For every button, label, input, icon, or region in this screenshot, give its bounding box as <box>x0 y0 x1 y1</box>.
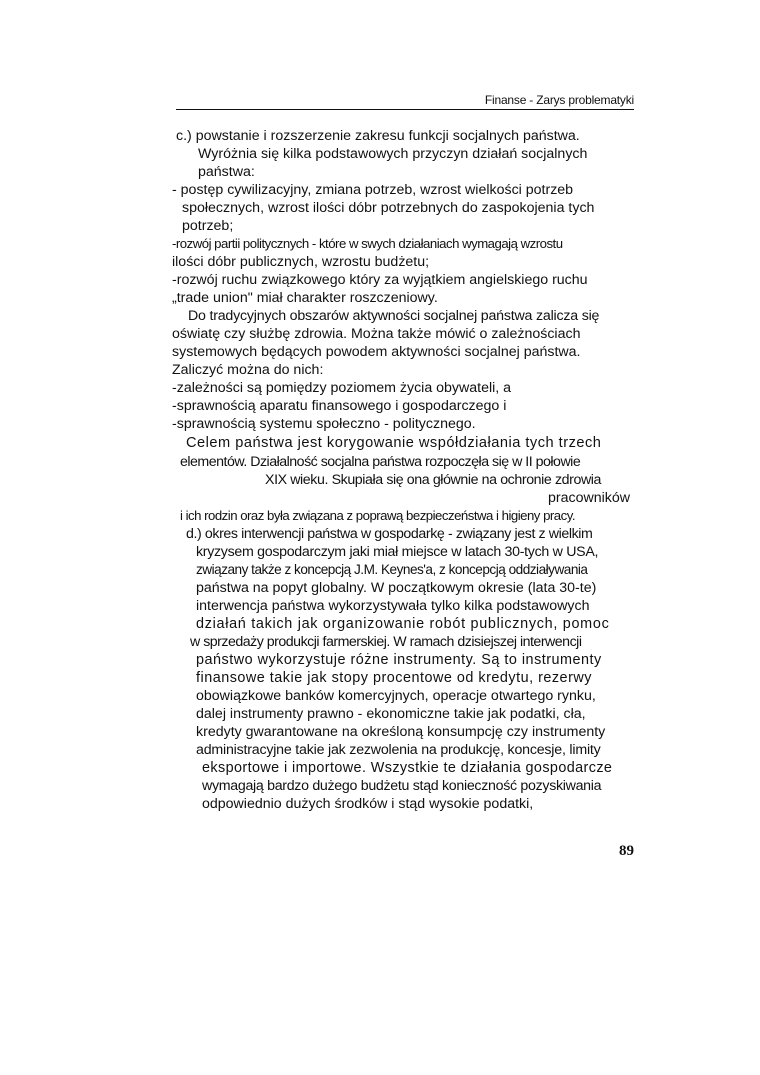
page-number: 89 <box>619 843 634 859</box>
text-line: administracyjne takie jak zezwolenia na produkcję, koncesje, limity <box>196 742 601 758</box>
text-line: państwa na popyt globalny. W początkowym okresie (lata 30-te) <box>196 580 597 596</box>
text-line: -zależności są pomiędzy poziomem życia obywateli, a <box>172 380 512 396</box>
text-line: -sprawnością aparatu finansowego i gospodarczego i <box>172 398 507 414</box>
text-line: dalej instrumenty prawno - ekonomiczne takie jak podatki, cła, <box>196 706 586 722</box>
text-line: wymagają bardzo dużego budżetu stąd konieczność pozyskiwania <box>202 778 602 794</box>
text-line: oświatę czy służbę zdrowia. Można także mówić o zależnościach <box>172 326 581 342</box>
running-header: Finanse - Zarys problematyki <box>484 93 634 107</box>
text-line: społecznych, wzrost ilości dóbr potrzebnych do zaspokojenia tych <box>182 200 595 216</box>
text-line: pracowników <box>548 490 631 506</box>
header-rule <box>176 109 634 110</box>
text-line: c.) powstanie i rozszerzenie zakresu funkcji socjalnych państwa. <box>176 128 580 144</box>
text-line: ilości dóbr publicznych, wzrostu budżetu; <box>172 254 430 270</box>
text-line: związany także z koncepcją J.M. Keynes'a, z koncepcją oddziaływania <box>196 562 588 577</box>
text-line: państwo wykorzystuje różne instrumenty. Są to instrumenty <box>196 652 602 668</box>
text-line: d.) okres interwencji państwa w gospodarkę - związany jest z wielkim <box>186 526 593 542</box>
text-line: kryzysem gospodarczym jaki miał miejsce w latach 30-tych w USA, <box>196 544 599 560</box>
text-line: - postęp cywilizacyjny, zmiana potrzeb, wzrost wielkości potrzeb <box>172 182 574 198</box>
text-line: elementów. Działalność socjalna państwa rozpoczęła się w II połowie <box>180 454 581 470</box>
text-line: -rozwój ruchu związkowego który za wyjątkiem angielskiego ruchu <box>172 272 588 288</box>
text-line: interwencja państwa wykorzystywała tylko kilka podstawowych <box>196 598 590 614</box>
text-line: obowiązkowe banków komercyjnych, operacje otwartego rynku, <box>196 688 596 704</box>
text-line: państwa: <box>198 164 255 180</box>
text-line: kredyty gwarantowane na określoną konsumpcję czy instrumenty <box>196 724 606 740</box>
text-line: „trade union" miał charakter roszczeniowy. <box>172 290 438 306</box>
text-line: eksportowe i importowe. Wszystkie te działania gospodarcze <box>202 760 613 776</box>
text-line: Do tradycyjnych obszarów aktywności socjalnej państwa zalicza się <box>188 308 600 324</box>
text-line: potrzeb; <box>182 218 234 234</box>
text-line: działań takich jak organizowanie robót publicznych, pomoc <box>196 616 610 632</box>
text-line: -rozwój partii politycznych - które w swych działaniach wymagają wzrostu <box>172 236 563 251</box>
text-line: Zaliczyć można do nich: <box>172 362 324 378</box>
text-line: finansowe takie jak stopy procentowe od kredytu, rezerwy <box>196 670 592 686</box>
text-line: -sprawnością systemu społeczno - politycznego. <box>172 416 476 432</box>
text-line: XIX wieku. Skupiała się ona głównie na ochronie zdrowia <box>265 472 602 488</box>
text-line: odpowiednio dużych środków i stąd wysokie podatki, <box>202 796 534 812</box>
text-line: systemowych będących powodem aktywności socjalnej państwa. <box>172 344 581 360</box>
text-line: Celem państwa jest korygowanie współdziałania tych trzech <box>186 435 602 451</box>
text-line: Wyróżnia się kilka podstawowych przyczyn działań socjalnych <box>198 146 588 162</box>
text-line: w sprzedaży produkcji farmerskiej. W ramach dzisiejszej interwencji <box>190 634 582 650</box>
text-line: i ich rodzin oraz była związana z poprawą bezpieczeństwa i higieny pracy. <box>180 508 575 523</box>
